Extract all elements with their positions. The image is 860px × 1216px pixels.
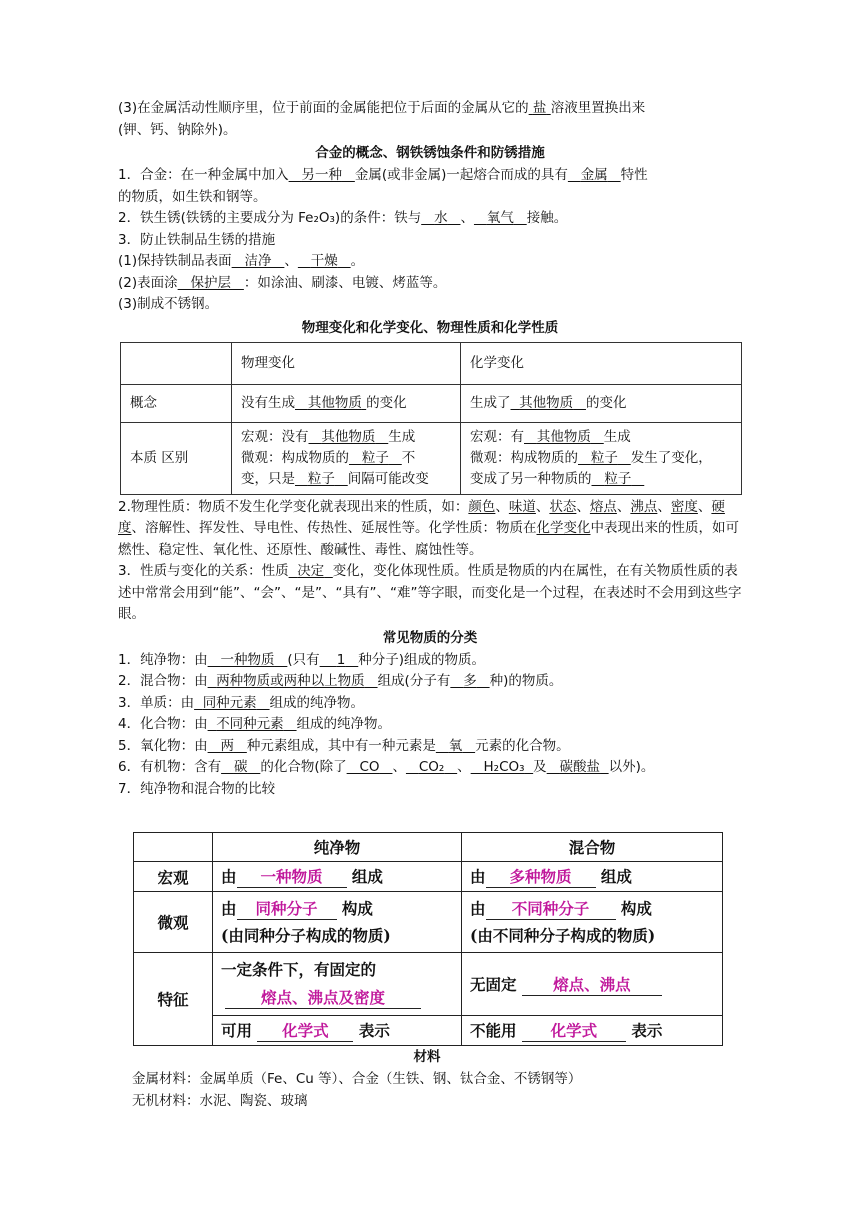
text-line: 金属材料：金属单质（Fe、Cu 等）、合金（生铁、钢、钛合金、不锈钢等） <box>132 1071 582 1087</box>
row-label: 微观 <box>134 892 213 953</box>
text-line <box>118 208 742 230</box>
blank-answer: 氧气 <box>486 210 514 226</box>
text: 金属(或非金属)一起熔合而成的具有 <box>354 167 568 183</box>
table-cell-empty <box>134 833 213 862</box>
table-header: 化学变化 <box>461 342 742 384</box>
text-line: 无机材料：水泥、陶瓷、玻璃 <box>132 1092 308 1109</box>
blank-answer: 盐 <box>532 100 547 116</box>
paragraph-properties: 2.物理性质：物质不发生化学变化就表现出来的性质，如：颜色、味道、状态、熔点、沸点、密度、硬度、溶解性、挥发性、导电性、传热性、延展性等。化学性质：物质在化学变化中表现出来的性质，如可燃性、稳定性、氧化性、还原性、酸碱性、毒性、腐蚀性等。 <box>118 498 739 558</box>
text-line <box>118 273 742 295</box>
section-title: 合金的概念、钢铁锈蚀条件和防锈措施 <box>315 145 545 161</box>
table-cell: 由 同种分子 构成 (由同种分子构成的物质) <box>213 892 462 953</box>
text: 1．合金：在一种金属中加入 <box>118 167 289 183</box>
text-line: 4．化合物：由 不同种元素 组成的纯净物。 <box>118 716 392 732</box>
table-cell: 无固定 熔点、沸点 <box>462 953 723 1016</box>
section-title: 常见物质的分类 <box>382 629 478 646</box>
text: (2)表面涂 <box>118 274 178 291</box>
text: 。 <box>350 253 365 269</box>
blank-answer: 金属 <box>580 167 608 183</box>
text-line: (3)制成不锈钢。 <box>118 296 219 312</box>
pure-vs-mixture-table <box>133 832 723 1046</box>
text-line: 3．单质：由 同种元素 组成的纯净物。 <box>118 694 365 711</box>
text-line: 3．防止铁制品生锈的措施 <box>118 231 276 248</box>
materials-section <box>132 1045 732 1112</box>
text: 溶液里置换出来 <box>550 100 646 116</box>
table-header: 混合物 <box>462 833 723 862</box>
section-title: 物理变化和化学变化、物理性质和化学性质 <box>301 319 559 336</box>
row-label: 宏观 <box>134 862 213 892</box>
table-header: 物理变化 <box>232 342 461 384</box>
table-cell: 可用 化学式 表示 <box>213 1016 462 1046</box>
text: 特性 <box>620 167 648 183</box>
table-cell: 不能用 化学式 表示 <box>462 1016 723 1046</box>
blank-answer: 水 <box>434 210 448 226</box>
text: 、 <box>460 210 474 226</box>
blank-answer: 保护层 <box>190 274 231 291</box>
blank-answer: 洁净 <box>244 253 272 269</box>
text: (3)在金属活动性顺序里，位于前面的金属能把位于后面的金属从它的 <box>118 100 529 116</box>
text: ：如涂油、刷漆、电镀、烤蓝等。 <box>243 274 447 291</box>
row-label: 概念 <box>121 384 232 422</box>
text-line: (钾、钙、钠除外)。 <box>118 121 237 138</box>
paragraph-relation: 3．性质与变化的关系：性质 决定 变化，变化体现性质。性质是物质的内在属性，在有关物质性质的表述中常常会用到“能”、“会”、“是”、“具有”、“难”等字眼，而变化是一个过程，在表述时不会用到这些字眼。 <box>118 563 742 622</box>
text-line: 5．氧化物：由 两 种元素组成，其中有一种元素是 氧 元素的化合物。 <box>118 737 570 754</box>
table-cell: 一定条件下，有固定的 熔点、沸点及密度 <box>213 953 462 1016</box>
table-cell: 由 一种物质 组成 <box>213 862 462 892</box>
table-cell: 由 多种物质 组成 <box>462 862 723 892</box>
table-cell: 宏观：没有 其他物质 生成 微观：构成物质的 粒子 不 变，只是 粒子 间隔可能改变 <box>232 422 461 494</box>
blank-answer: 另一种 <box>301 167 342 183</box>
table-cell: 由 不同种分子 构成 (由不同种分子构成的物质) <box>462 892 723 953</box>
text: (1)保持铁制品表面 <box>118 253 232 269</box>
row-label: 本质 区别 <box>121 422 232 494</box>
section-title: 材料 <box>413 1049 441 1065</box>
text: 2．铁生锈(铁锈的主要成分为 Fe₂O₃)的条件：铁与 <box>118 210 422 226</box>
text-line <box>118 251 742 273</box>
table-cell: 生成了 其他物质 的变化 <box>461 384 742 422</box>
document-page <box>118 98 742 800</box>
row-label: 特征 <box>134 953 213 1046</box>
text-line: 的物质，如生铁和钢等。 <box>118 188 267 205</box>
table-cell: 没有生成 其他物质 的变化 <box>232 384 461 422</box>
text-line: 6．有机物：含有 碳 的化合物(除了 CO 、 CO₂ 、 H₂CO₃ 及 碳酸盐 以外)。 <box>118 759 655 775</box>
text-line <box>118 165 742 187</box>
table-cell: 宏观：有 其他物质 生成 微观：构成物质的 粒子 发生了变化， 变成了另一种物质的 粒子 <box>461 422 742 494</box>
blank-answer: 干燥 <box>310 253 338 269</box>
text-line <box>118 98 742 120</box>
change-comparison-table <box>120 342 742 495</box>
table-cell-empty <box>121 342 232 384</box>
text-line: 7．纯净物和混合物的比较 <box>118 780 276 797</box>
text: 接触。 <box>526 210 568 226</box>
text-line: 1．纯净物：由 一种物质 (只有 1 种分子)组成的物质。 <box>118 651 486 668</box>
table-header: 纯净物 <box>213 833 462 862</box>
text: 、 <box>284 253 298 269</box>
text-line: 2．混合物：由 两种物质或两种以上物质 组成(分子有 多 种)的物质。 <box>118 673 563 689</box>
